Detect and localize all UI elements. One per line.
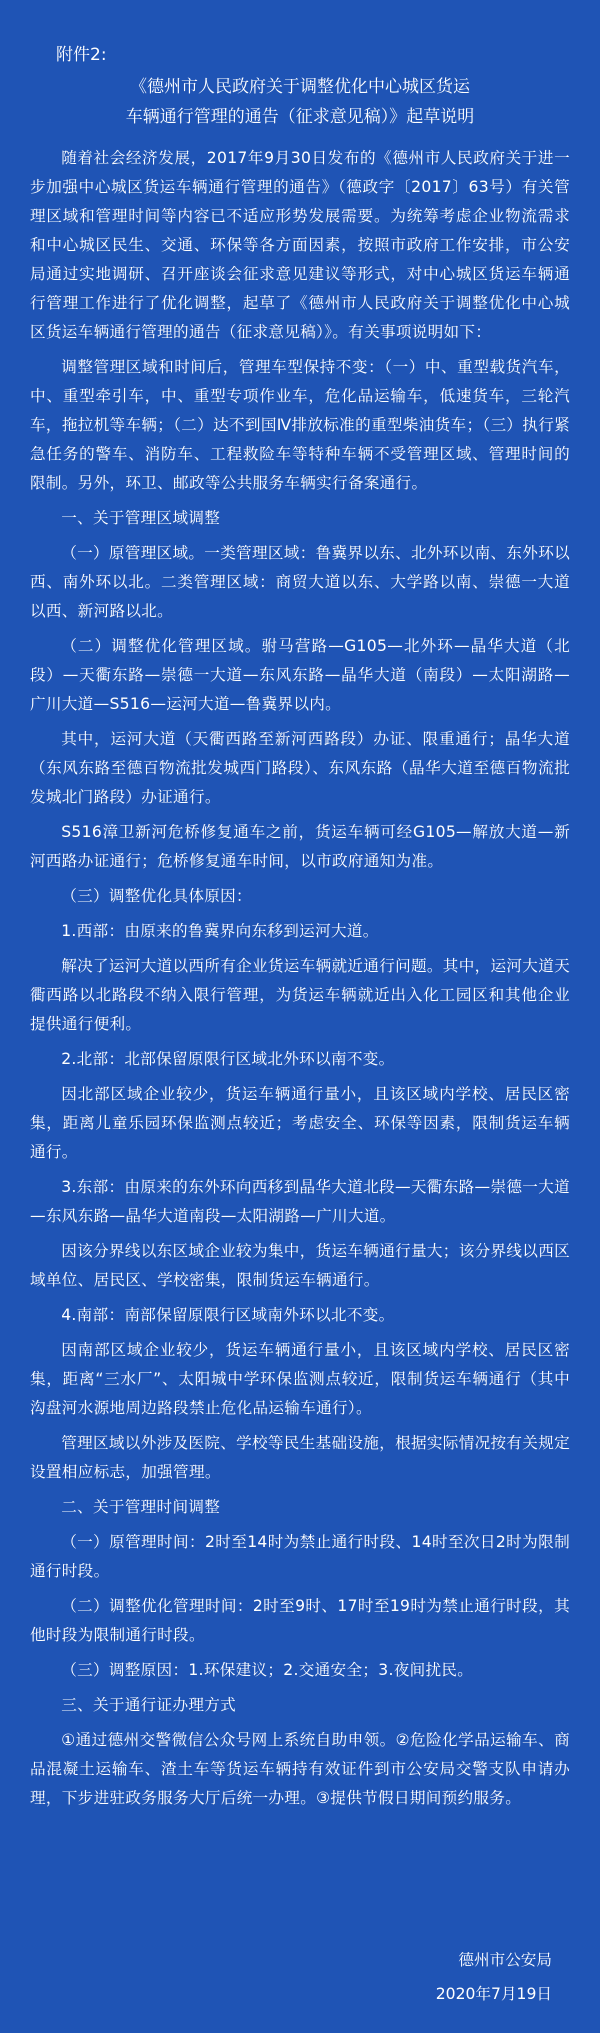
section-heading-time: 二、关于管理时间调整 [61, 1498, 221, 1516]
signature-block [436, 1943, 552, 2011]
section-heading-area: 一、关于管理区域调整 [61, 509, 221, 527]
paragraph: （三）调整优化具体原因： [61, 887, 252, 905]
intro-paragraph: 随着社会经济发展，2017年9月30日发布的《德州市人民政府关于进一步加强中心城区货运车辆通行管理的通告》（德政字〔2017〕63号）有关管理区域和管理时间等内容已不适应形势发展需要。为统筹考虑企业物流需求和中心城区民生、交通、环保等各方面因素，按照市政府工作安排，市公安局通过实地调研、召开座谈会征求意见建议等形式，对中心城区货运车辆通行管理工作进行了优化调整，起草了《德州市人民政府关于调整优化中心城区货运车辆通行管理的通告（征求意见稿）》。有关事项说明如下： [30, 149, 570, 341]
attachment-label: 附件2: [56, 45, 107, 65]
paragraph: 4.南部：南部保留原限行区域南外环以北不变。 [61, 1306, 395, 1324]
paragraph: 1.西部：由原来的鲁冀界向东移到运河大道。 [61, 922, 379, 940]
vehicle-types-paragraph: 调整管理区域和时间后，管理车型保持不变：（一）中、重型载货汽车，中、重型牵引车，中、重型专项作业车，危化品运输车，低速货车，三轮汽车，拖拉机等车辆；（二）达不到国Ⅳ排放标准的重型柴油货车；（三）执行紧急任务的警车、消防车、工程救险车等特种车辆不受管理区域、管理时间的限制。另外，环卫、邮政等公共服务车辆实行备案通行。 [30, 358, 570, 492]
paragraph: S516漳卫新河危桥修复通车之前，货运车辆可经G105—解放大道—新河西路办证通行；危桥修复通车时间，以市政府通知为准。 [30, 823, 570, 870]
document-title-line2: 车辆通行管理的通告（征求意见稿）》起草说明 [125, 107, 475, 127]
paragraph: 3.东部：由原来的东外环向西移到晶华大道北段—天衢东路—崇德一大道—东风东路—晶华大道南段—太阳湖路—广川大道。 [30, 1178, 570, 1225]
paragraph: 管理区域以外涉及医院、学校等民生基础设施，根据实际情况按有关规定设置相应标志，加强管理。 [30, 1434, 570, 1481]
paragraph: 解决了运河大道以西所有企业货运车辆就近通行问题。其中，运河大道天衢西路以北路段不纳入限行管理，为货运车辆就近出入化工园区和其他企业提供通行便利。 [30, 957, 570, 1033]
paragraph: （一）原管理区域。一类管理区域：鲁冀界以东、北外环以南、东外环以西、南外环以北。二类管理区域：商贸大道以东、大学路以南、崇德一大道以西、新河路以北。 [30, 544, 570, 620]
section-heading-permit: 三、关于通行证办理方式 [61, 1696, 237, 1714]
document-body [30, 144, 570, 1813]
paragraph: 2.北部：北部保留原限行区域北外环以南不变。 [61, 1050, 395, 1068]
paragraph: （二）调整优化管理区域。驸马营路—G105—北外环—晶华大道（北段）—天衢东路—崇德一大道—东风东路—晶华大道（南段）—太阳湖路—广川大道—S516—运河大道—鲁冀界以内。 [30, 637, 570, 713]
paragraph: 因该分界线以东区域企业较为集中，货运车辆通行量大；该分界线以西区域单位、居民区、学校密集，限制货运车辆通行。 [30, 1242, 570, 1289]
paragraph: 因南部区域企业较少，货运车辆通行量小，且该区域内学校、居民区密集，距离“三水厂”、太阳城中学环保监测点较近，限制货运车辆通行（其中沟盘河水源地周边路段禁止危化品运输车通行）。 [30, 1341, 570, 1417]
paragraph: （三）调整原因：1.环保建议；2.交通安全；3.夜间扰民。 [61, 1661, 474, 1679]
paragraph: ①通过德州交警微信公众号网上系统自助申领。②危险化学品运输车、商品混凝土运输车、渣土车等货运车辆持有效证件到市公安局交警支队申请办理，下步进驻政务服务大厅后统一办理。③提供节假日期间预约服务。 [30, 1731, 570, 1807]
paragraph: 因北部区域企业较少，货运车辆通行量小，且该区域内学校、居民区密集，距离儿童乐园环保监测点较近；考虑安全、环保等因素，限制货运车辆通行。 [30, 1085, 570, 1161]
signature-org: 德州市公安局 [458, 1951, 552, 1969]
signature-date: 2020年7月19日 [435, 1985, 552, 2003]
paragraph: 其中，运河大道（天衢西路至新河西路段）办证、限重通行；晶华大道（东风东路至德百物流批发城西门路段）、东风东路（晶华大道至德百物流批发城北门路段）办证通行。 [30, 730, 570, 806]
paragraph: （二）调整优化管理时间：2时至9时、17时至19时为禁止通行时段，其他时段为限制通行时段。 [30, 1597, 570, 1644]
paragraph: （一）原管理时间：2时至14时为禁止通行时段、14时至次日2时为限制通行时段。 [30, 1533, 570, 1580]
document-title-line1: 《德州市人民政府关于调整优化中心城区货运 [130, 77, 470, 97]
